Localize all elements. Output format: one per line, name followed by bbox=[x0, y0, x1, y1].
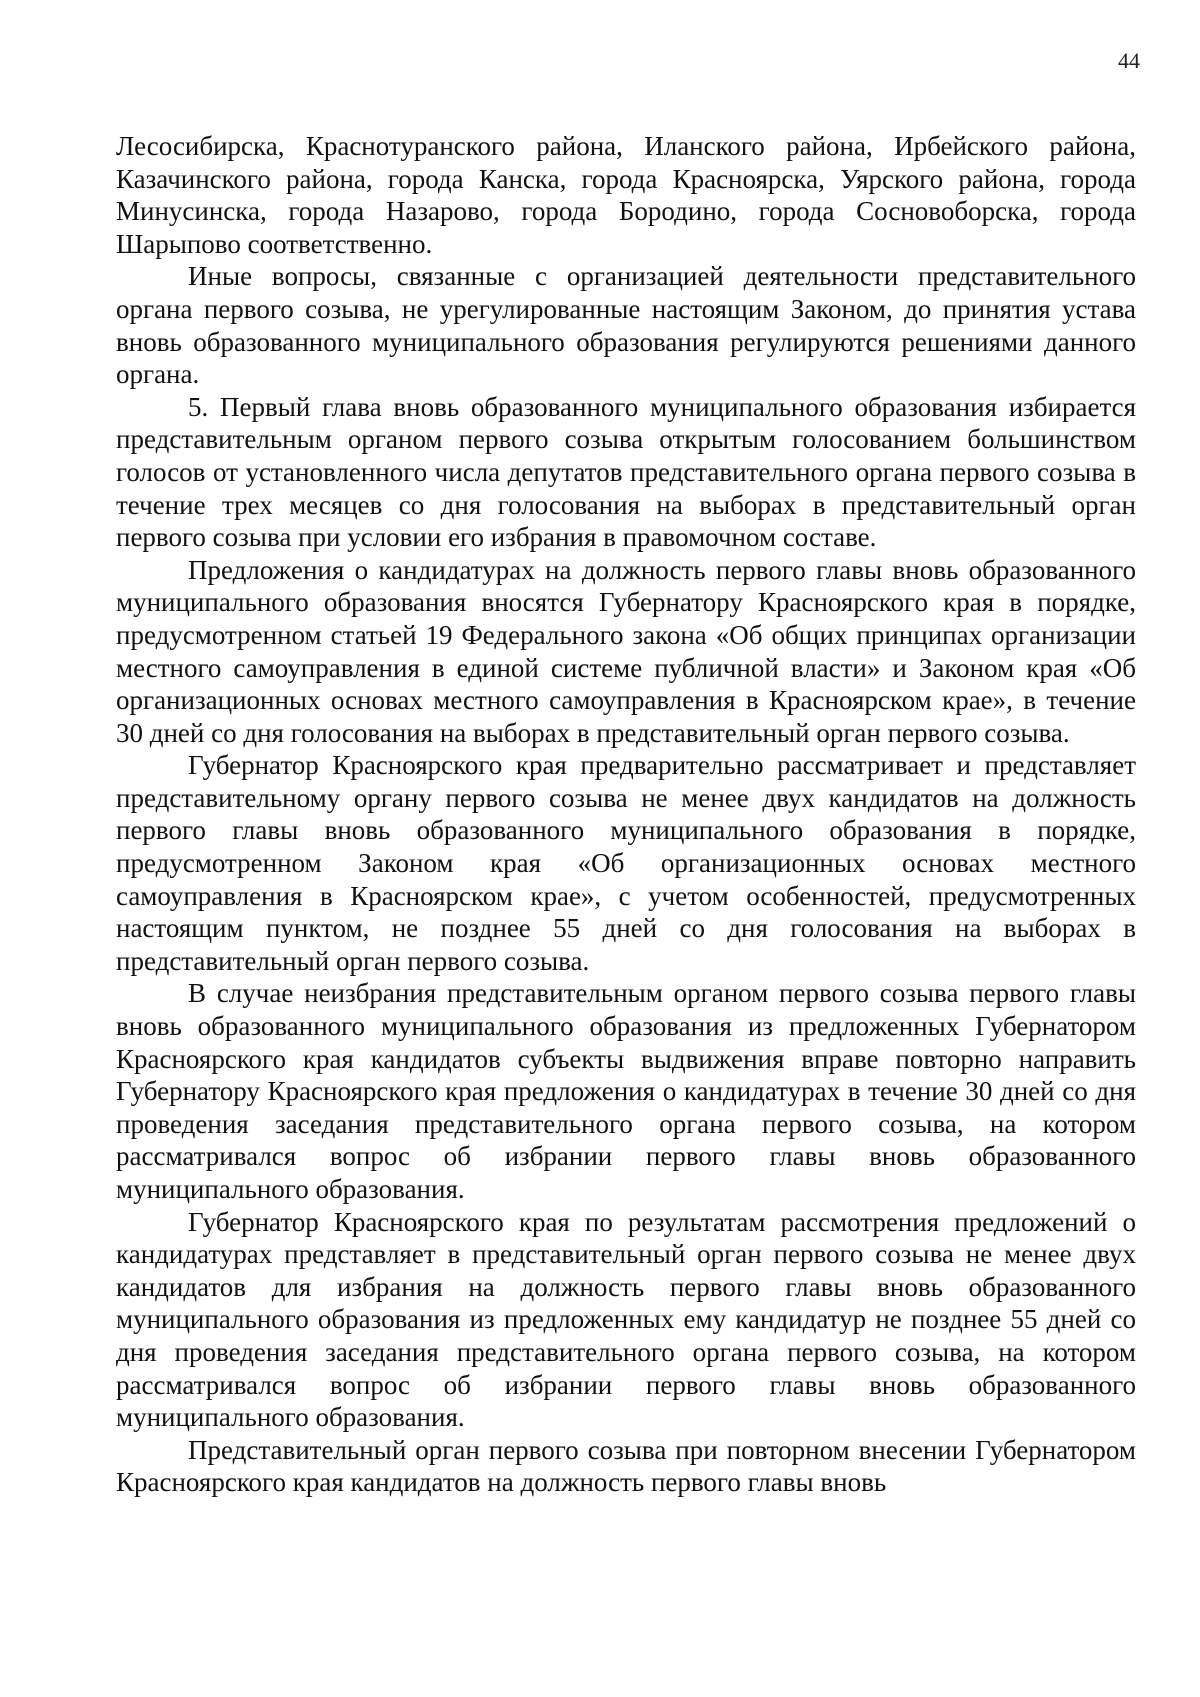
paragraph: В случае неизбрания представительным органом первого созыва первого главы вновь образованного муниципального образования из предложенных Губернатором Красноярского края кандидатов субъекты выдвижения вправе повторно направить Губернатору Красноярского края предложения о кандидатурах в течение 30 дней со дня проведения заседания представительного органа первого созыва, на котором рассматривался вопрос об избрании первого главы вновь образованного муниципального образования. bbox=[116, 978, 1136, 1204]
paragraph-truncated: Представительный орган первого созыва при повторном внесении Губернатором Красноярского края кандидатов на должность первого главы вновь bbox=[116, 1434, 1136, 1498]
paragraph: Иные вопросы, связанные с организацией деятельности представительного органа первого созыва, не урегулированные настоящим Законом, до принятия устава вновь образованного муниципального образования регулируются решениями данного органа. bbox=[116, 261, 1136, 390]
paragraph-point-5: 5. Первый глава вновь образованного муниципального образования избирается представительным органом первого созыва открытым голосованием большинством голосов от установленного числа депутатов представительного органа первого созыва в течение трех месяцев со дня голосования на выборах в представительный орган первого созыва при условии его избрания в правомочном составе. bbox=[116, 391, 1136, 553]
paragraph-continuation: Лесосибирска, Краснотуранского района, Иланского района, Ирбейского района, Казачинского района, города Канска, города Красноярска, Уярского района, города Минусинска, города Назарово, города Бородино, города Сосновоборска, города Шарыпово соответственно. bbox=[116, 131, 1136, 259]
paragraph: Предложения о кандидатурах на должность первого главы вновь образованного муниципального образования вносятся Губернатору Красноярского края в порядке, предусмотренном статьей 19 Федерального закона «Об общих принципах организации местного самоуправления в единой системе публичной власти» и Законом края «Об организационных основах местного самоуправления в Красноярском крае», в течение 30 дней со дня голосования на выборах в представительный орган первого созыва. bbox=[116, 554, 1136, 748]
page-number: 44 bbox=[1118, 48, 1140, 73]
paragraph: Губернатор Красноярского края предварительно рассматривает и представляет представительному органу первого созыва не менее двух кандидатов на должность первого главы вновь образованного муниципального образования в порядке, предусмотренном Законом края «Об организационных основах местного самоуправления в Красноярском крае», с учетом особенностей, предусмотренных настоящим пунктом, не позднее 55 дней со дня голосования на выборах в представительный орган первого созыва. bbox=[116, 750, 1136, 976]
paragraph: Губернатор Красноярского края по результатам рассмотрения предложений о кандидатурах представляет в представительный орган первого созыва не менее двух кандидатов для избрания на должность первого главы вновь образованного муниципального образования из предложенных ему кандидатур не позднее 55 дней со дня проведения заседания представительного органа первого созыва, на котором рассматривался вопрос об избрании первого главы вновь образованного муниципального образования. bbox=[116, 1206, 1136, 1433]
document-body bbox=[116, 130, 1136, 1499]
